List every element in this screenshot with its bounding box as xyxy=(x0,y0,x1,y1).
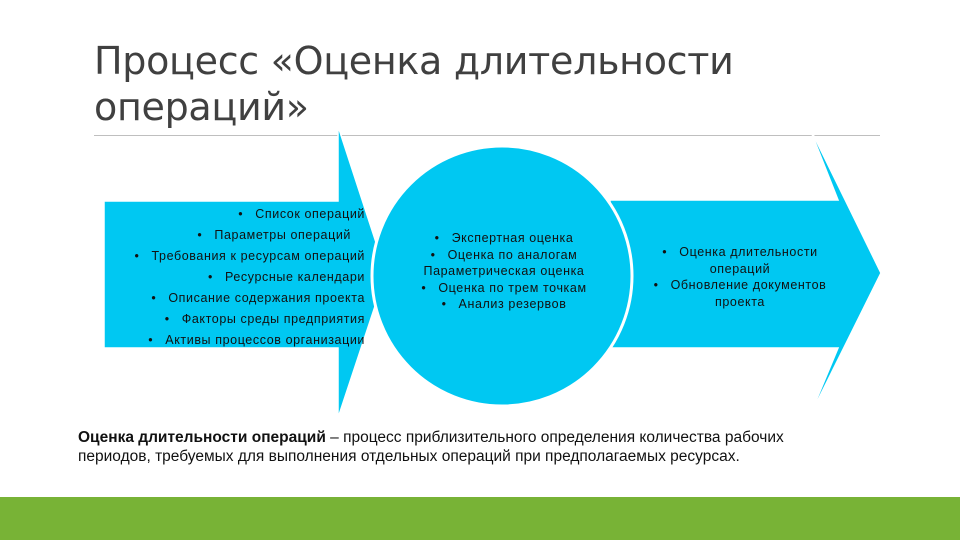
definition-term: Оценка длительности операций xyxy=(78,429,326,446)
input-item: • Активы процессов организации xyxy=(135,330,366,351)
output-item: • Оценка длительности операций xyxy=(640,244,840,277)
tool-item: • Оценка по трем точкам xyxy=(404,280,604,297)
input-item: • Описание содержания проекта xyxy=(135,288,366,309)
input-item: • Параметры операций xyxy=(135,225,366,246)
definition-body: – процесс приблизительного определения количества рабочих периодов, требуемых для выполнения отдельных операций при предполагаемых ресурсах. xyxy=(78,429,784,465)
definition-text xyxy=(78,428,858,466)
tool-item: • Оценка по аналогам xyxy=(404,247,604,264)
slide-title-line-1: Процесс «Оценка длительности xyxy=(94,39,734,83)
footer-bar xyxy=(0,497,960,540)
tool-item: • Экспертная оценка xyxy=(404,230,604,247)
input-item: • Требования к ресурсам операций xyxy=(135,246,366,267)
outputs-list xyxy=(640,244,840,310)
input-item: • Ресурсные календари xyxy=(135,267,366,288)
output-item: • Обновление документов проекта xyxy=(640,277,840,310)
tool-item: Параметрическая оценка xyxy=(423,264,585,278)
inputs-list xyxy=(135,204,366,351)
slide-title-line-2: операций» xyxy=(94,85,309,129)
input-item: • Факторы среды предприятия xyxy=(135,309,366,330)
input-item: • Список операций xyxy=(135,204,366,225)
tools-list xyxy=(404,230,604,313)
tool-item: • Анализ резервов xyxy=(404,296,604,313)
